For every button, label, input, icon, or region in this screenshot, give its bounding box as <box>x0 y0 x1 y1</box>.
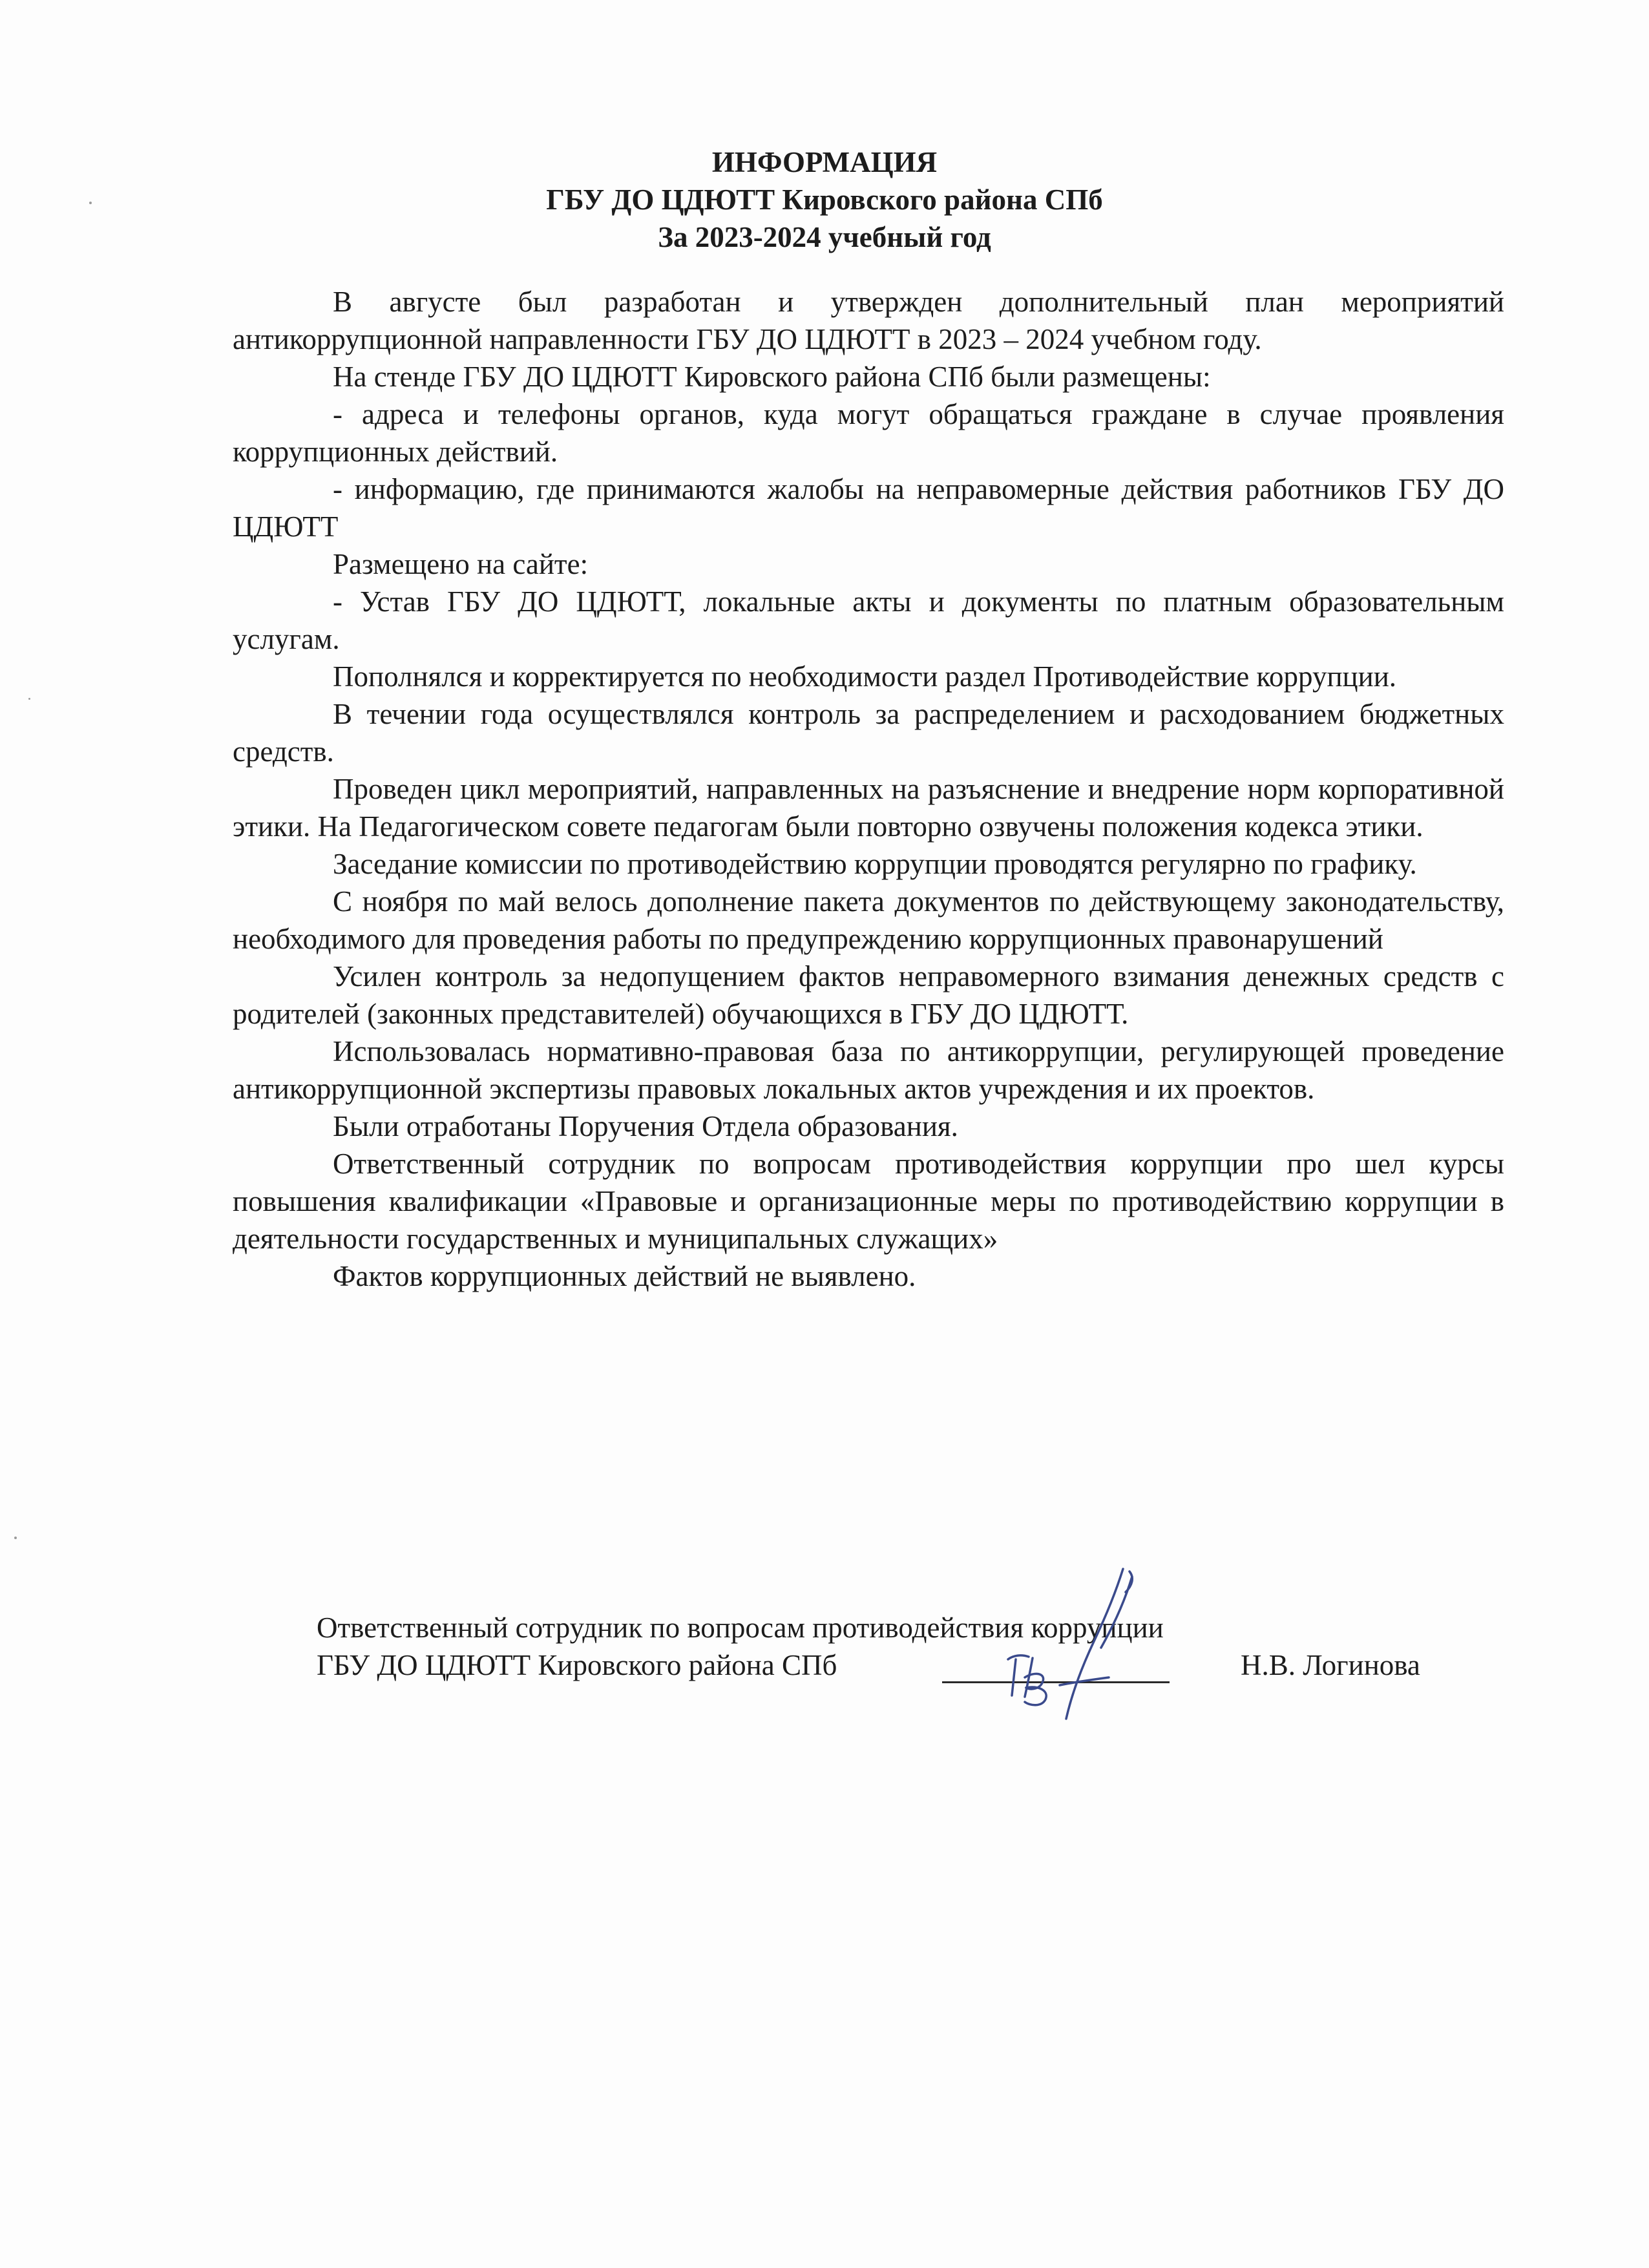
document-body <box>233 283 1504 1295</box>
signer-name: Н.В. Логинова <box>1241 1649 1420 1681</box>
organization-heading: ГБУ ДО ЦДЮТТ Кировского района СПб <box>546 184 1103 216</box>
paragraph-plan: В августе был разработан и утвержден дополнительный план мероприятий антикоррупционной направленности ГБУ ДО ЦДЮТТ в 2023 – 2024 учебном году. <box>233 286 1504 355</box>
paragraph-charter: - Устав ГБУ ДО ЦДЮТТ, локальные акты и документы по платным образовательным услугам. <box>233 585 1504 655</box>
paragraph-section: Пополнялся и корректируется по необходимости раздел Противодействие коррупции. <box>333 660 1397 693</box>
paragraph-stand: На стенде ГБУ ДО ЦДЮТТ Кировского района СПб были размещены: <box>333 361 1211 393</box>
paragraph-instructions: Были отработаны Поручения Отдела образования. <box>333 1110 958 1142</box>
paragraph-addresses: - адреса и телефоны органов, куда могут обращаться граждане в случае проявления коррупционных действий. <box>233 398 1504 468</box>
paragraph-commission: Заседание комиссии по противодействию коррупции проводятся регулярно по графику. <box>333 848 1417 880</box>
signature-block <box>317 1609 1544 1684</box>
paragraph-legal-base: Использовалась нормативно-правовая база по антикоррупции, регулирующей проведение антикоррупционной экспертизы правовых локальных актов учреждения и их проектов. <box>233 1035 1504 1105</box>
period-heading: За 2023-2024 учебный год <box>658 221 991 253</box>
document-header <box>0 143 1649 256</box>
scan-speck <box>14 1537 17 1539</box>
scan-speck <box>28 698 30 700</box>
paragraph-complaints: - информацию, где принимаются жалобы на неправомерные действия работников ГБУ ДО ЦДЮТТ <box>233 473 1504 543</box>
paragraph-documents: С ноября по май велось дополнение пакета документов по действующему законодательству, необходимого для проведения работы по предупреждению коррупционных правонарушений <box>233 885 1504 955</box>
paragraph-control: Усилен контроль за недопущением фактов неправомерного взимания денежных средств с родителей (законных представителей) обучающихся в ГБУ ДО ЦДЮТТ. <box>233 960 1504 1030</box>
scan-speck <box>89 202 92 204</box>
paragraph-ethics: Проведен цикл мероприятий, направленных на разъяснение и внедрение норм корпоративной этики. На Педагогическом совете педагогам были повторно озвучены положения кодекса этики. <box>233 773 1504 843</box>
signature-line <box>317 1646 1544 1684</box>
paragraph-training: Ответственный сотрудник по вопросам противодействия коррупции про шел курсы повышения квалификации «Правовые и организационные меры по противодействию коррупции в деятельности государственных и муниципальных служащих» <box>233 1148 1504 1255</box>
signer-position: Ответственный сотрудник по вопросам противодействия коррупции <box>317 1612 1164 1644</box>
paragraph-budget: В течении года осуществлялся контроль за распределением и расходованием бюджетных средств. <box>233 698 1504 768</box>
handwritten-signature <box>963 1564 1170 1732</box>
signer-organization: ГБУ ДО ЦДЮТТ Кировского района СПб <box>317 1649 837 1681</box>
paragraph-website: Размещено на сайте: <box>333 548 589 580</box>
document-title: ИНФОРМАЦИЯ <box>711 146 938 178</box>
paragraph-conclusion: Фактов коррупционных действий не выявлено. <box>333 1260 916 1292</box>
